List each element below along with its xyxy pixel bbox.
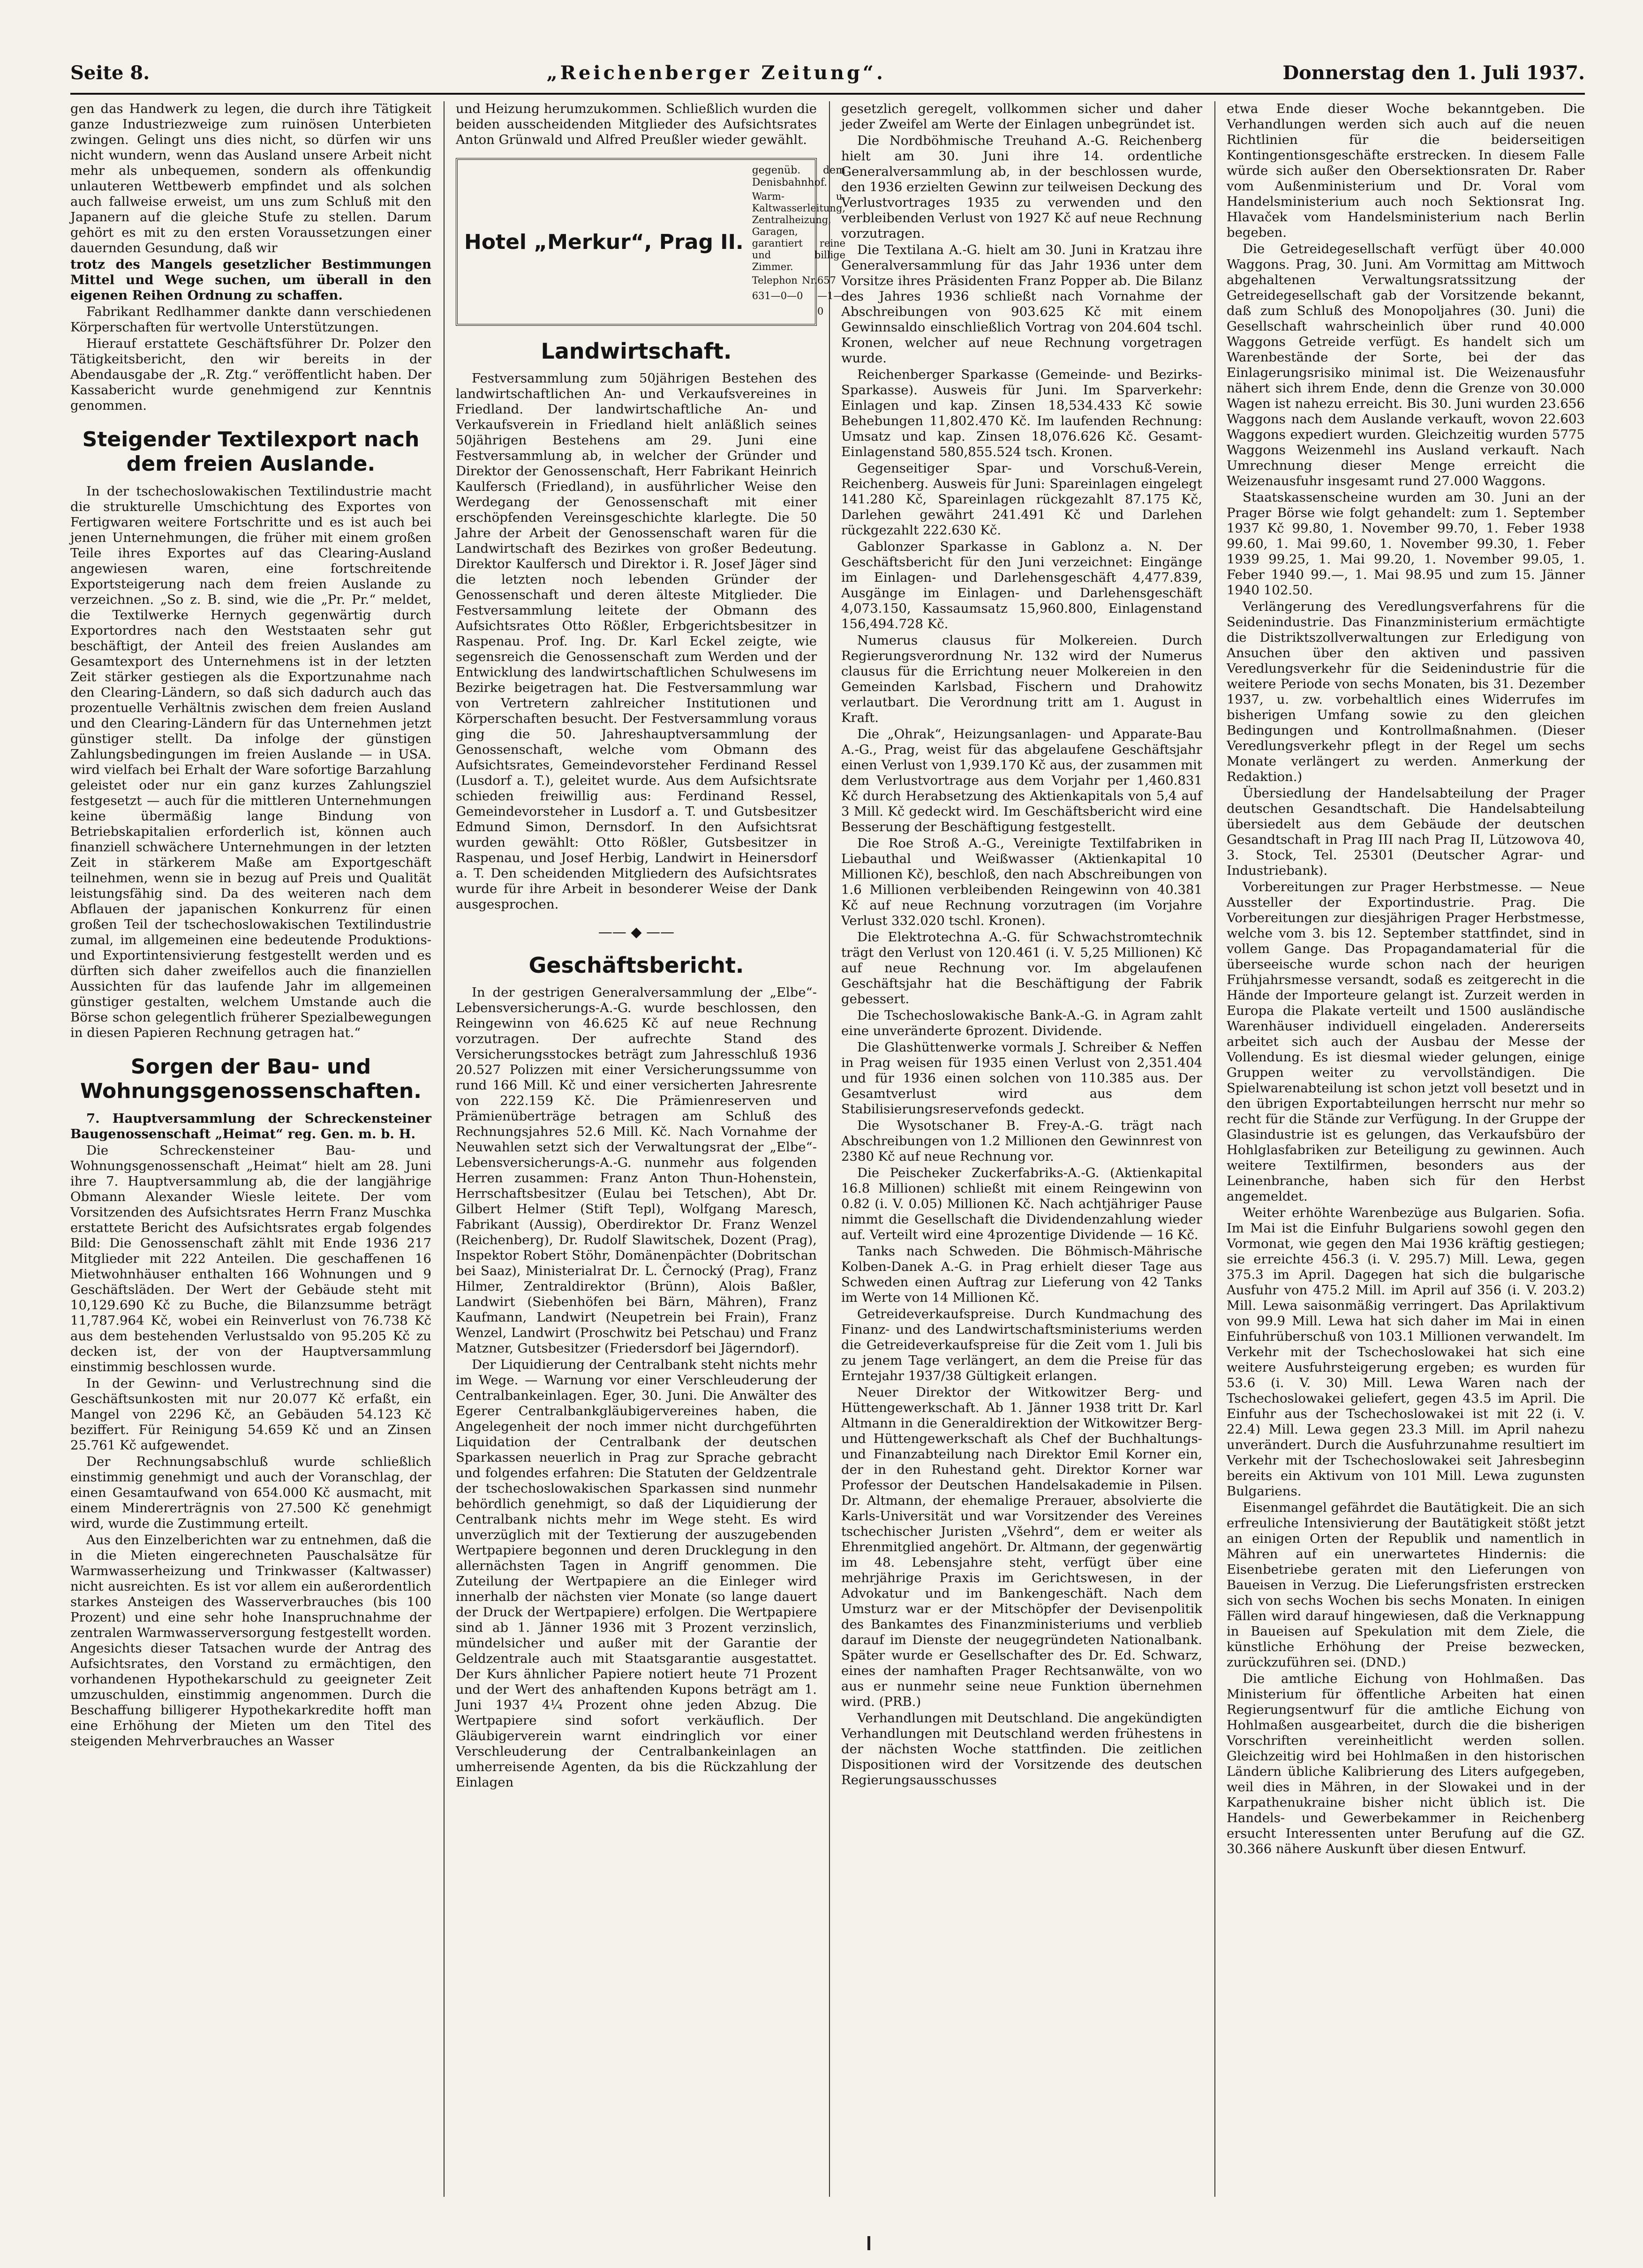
paragraph: Hierauf erstattete Geschäftsführer Dr. Polzer den Tätigkeitsbericht, den wir bereits in der Abendausgabe der „R. Ztg.“ veröffentlicht haben. Der Kassabericht wurde genehmigend zur Kenntnis genommen.: [70, 336, 431, 413]
paragraph: Gablonzer Sparkasse in Gablonz a. N. Der Geschäftsbericht für den Juni verzeichnet: Eingänge im Einlagen- und Darlehensgeschäft 4,477.839, Ausgänge im Einlagen- und Darlehensgeschäft 4,073.150, Kassaumsatz 15,960.800, Einlagenstand 156,494.728 Kč.: [841, 539, 1202, 631]
paragraph: Staatskassenscheine wurden am 30. Juni an der Prager Börse wie folgt gehandelt: zum 1. September 1937 Kč 99.80, 1. November 99.70, 1. Feber 1938 99.60, 1. Mai 99.60, 1. November 99.30, 1. Feber 1939 99.25, 1. Mai 99.20, 1. November 99.05, 1. Feber 1940 99.—, 1. Mai 98.95 und zum 15. Jänner 1940 102.50.: [1227, 490, 1585, 598]
columns: [70, 101, 1585, 2201]
article-headline: Steigender Textilexport nach dem freien Auslande.: [82, 428, 420, 476]
paragraph: In der gestrigen Generalversammlung der „Elbe“-Lebensversicherungs-A.-G. wurde beschlossen, den Reingewinn von 46.625 Kč auf neue Rechnung vorzutragen. Der aufrechte Stand des Versicherungsstockes beträgt zum Jahresschluß 1936 20.527 Polizzen mit einer Versicherungssumme von rund 166 Mill. Kč und einer versicherten Jahresrente von 222.159 Kč. Die Prämienreserven und Prämienüberträge betragen am Schluß des Rechnungsjahres 52.6 Mill. Kč. Nach Vornahme der Neuwahlen setzt sich der Verwaltungsrat der „Elbe“-Lebensversicherungs-A.-G. nunmehr aus folgenden Herren zusammen: Franz Anton Thun-Hohenstein, Herrschaftsbesitzer (Eulau bei Tetschen), Abt Dr. Gilbert Helmer (Stift Tepl), Wolfgang Maresch, Fabrikant (Aussig), Oberdirektor Dr. Franz Wenzel (Reichenberg), Dr. Rudolf Slawitschek, Dozent (Prag), Inspektor Robert Stöhr, Domänenpächter (Dobritschan bei Saaz), Ministerialrat Dr. L. Černocký (Prag), Franz Hilmer, Zentraldirektor (Brünn), Alois Baßler, Landwirt (Siebenhöfen bei Bärn, Mähren), Franz Kaufmann, Landwirt (Neupetrein bei Frain), Franz Wenzel, Landwirt (Proschwitz bei Petschau) und Franz Matzner, Gutsbesitzer (Friedersdorf bei Jägerndorf).: [456, 985, 817, 1356]
paragraph: In der Gewinn- und Verlustrechnung sind die Geschäftsunkosten mit nur 20.077 Kč erfaßt, ein Mangel von 2296 Kč, an Gebäuden 54.123 Kč beziffert. Für Reinigung 54.659 Kč und an Zinsen 25.761 Kč aufgewendet.: [70, 1376, 431, 1453]
newspaper-title: „Reichenberger Zeitung“.: [546, 61, 886, 84]
paragraph: Eisenmangel gefährdet die Bautätigkeit. Die an sich erfreuliche Intensivierung der Bautätigkeit stößt jetzt an einigen Orten der Republik und namentlich in Mähren auf ein unerwartetes Hindernis: die Eisenbetriebe geraten mit den Lieferungen von Baueisen in Verzug. Die Lieferungsfristen erstrecken sich von sechs Wochen bis sechs Monaten. In einigen Fällen wird darauf hingewiesen, daß die Verknappung in Baueisen auf Spekulation mit dem Ziele, die künstliche Erhöhung der Preise bezwecken, zurückzuführen sei. (DND.): [1227, 1500, 1585, 1670]
paragraph: Übersiedlung der Handelsabteilung der Prager deutschen Gesandtschaft. Die Handelsabteilung übersiedelt aus dem Gebäude der deutschen Gesandtschaft in Prag III nach Prag II, Lützowova 40, 3. Stock, Tel. 25301 (Deutscher Agrar- und Industriebank).: [1227, 786, 1585, 878]
ad-location: gegenüb. dem Denisbahnhof.: [752, 165, 846, 188]
column-divider: [829, 101, 830, 2197]
bold-paragraph: trotz des Mangels gesetzlicher Bestimmungen Mittel und Wege suchen, um überall in den eigenen Reihen Ordnung zu schaffen.: [70, 257, 431, 303]
subheadline: 7. Hauptversammlung der Schreckensteiner Baugenossenschaft „Heimat“ reg. Gen. m. b. H.: [70, 1111, 431, 1142]
paragraph: Gegenseitiger Spar- und Vorschuß-Verein, Reichenberg. Ausweis für Juni: Spareinlagen eingelegt 141.280 Kč, Spareinlagen rückgezahlt 87.175 Kč, Darlehen gewährt 241.491 Kč und Darlehen rückgezahlt 222.630 Kč.: [841, 461, 1202, 538]
paragraph: Die Nordböhmische Treuhand A.-G. Reichenberg hielt am 30. Juni ihre 14. ordentliche Generalversammlung ab, in der beschlossen wurde, den 1936 erzielten Gewinn zur teilweisen Deckung des Verlustvortrages 1935 zu verwenden und den verbleibenden Verlust von 1927 Kč auf neue Rechnung vorzutragen.: [841, 133, 1202, 241]
section-heading: Landwirtschaft.: [541, 338, 732, 364]
hotel-advertisement: [456, 158, 846, 326]
paragraph: Die Schreckensteiner Bau- und Wohnungsgenossenschaft „Heimat“ hielt am 28. Juni ihre 7. Hauptversammlung ab, die der langjährige Obmann Alexander Wiesle leitete. Der vom Vorsitzenden des Aufsichtsrates Herrn Franz Muschka erstattete Bericht des Aufsichtsrates ergab folgendes Bild: Die Genossenschaft zählt mit Ende 1936 217 Mitglieder mit 222 Anteilen. Die geschaffenen 16 Mietwohnhäuser enthalten 166 Wohnungen und 9 Geschäftsläden. Der Wert der Gebäude steht mit 10,129.690 Kč zu Buche, die Bilanzsumme beträgt 11,787.964 Kč, wobei ein Reinverlust von 76.738 Kč aus dem bestehenden Verlustsaldo von 95.205 Kč zu decken ist, der von der Hauptversammlung einstimmig beschlossen wurde.: [70, 1143, 431, 1374]
paragraph: gesetzlich geregelt, vollkommen sicher und daher jeder Zweifel am Werte der Einlagen unbegründet ist.: [841, 101, 1202, 132]
paragraph: Die „Ohrak“, Heizungsanlagen- und Apparate-Bau A.-G., Prag, weist für das abgelaufene Geschäftsjahr einen Verlust von 1,939.170 Kč aus, der zusammen mit dem Verlustvortrage aus dem Vorjahr per 1,460.831 Kč durch Herabsetzung des Aktienkapitals von 5,4 auf 3 Mill. Kč gedeckt wird. Im Geschäftsbericht wird eine Besserung der Beschäftigung festgestellt.: [841, 727, 1202, 834]
ad-code: 657—1—0: [817, 275, 844, 317]
column-divider: [1214, 101, 1215, 2197]
paragraph: Die amtliche Eichung von Hohlmaßen. Das Ministerium für öffentliche Arbeiten hat einen Regierungsentwurf für die amtliche Eichung von Hohlmaßen ausgearbeitet, durch die die bisherigen Vorschriften vereinheitlicht werden sollen. Gleichzeitig wird bei Hohlmaßen in den historischen Ländern übliche Kalibrierung des Liters aufgegeben, weil dies in Mähren, in der Slowakei und in der Karpathenukraine bisher nicht üblich ist. Die Handels- und Gewerbekammer in Reichenberg ersucht Interessenten unter Berufung auf die GZ. 30.366 nähere Auskunft über diesen Entwurf.: [1227, 1671, 1585, 1856]
paragraph: Aus den Einzelberichten war zu entnehmen, daß die in die Mieten eingerechneten Pauschalsätze für Warmwasserheizung und Trinkwasser (Kaltwasser) nicht ausreichten. Es ist vor allem ein außerordentlich starkes Ansteigen des Wasserverbrauches (bis 100 Prozent) und eine sehr hohe Inanspruchnahme der zentralen Warmwasserversorgung festgestellt worden. Angesichts dieser Tatsachen wurde der Antrag des Aufsichtsrates, den Vorstand zu ermächtigen, den vorhandenen Hypothekarschuld zu geeigneter Zeit umzuschulden, einstimmig angenommen. Durch die Beschaffung billigerer Hypothekarkredite hofft man eine Erhöhung der Mieten um den Titel des steigenden Mehrverbrauches an Wasser: [70, 1532, 431, 1749]
paragraph: Festversammlung zum 50jährigen Bestehen des landwirtschaftlichen An- und Verkaufsvereines in Friedland. Der landwirtschaftliche An- und Verkaufsverein in Friedland hielt anläßlich seines 50jährigen Bestehens am 29. Juni eine Festversammlung ab, in welcher der Gründer und Direktor der Genossenschaft, Herr Fabrikant Heinrich Kaulfersch (Friedland), in ausführlicher Weise den Werdegang der Genossenschaft mit einer erschöpfenden Vereinsgeschichte klarlegte. Die 50 Jahre der Arbeit der Genossenschaft waren für die Landwirtschaft des Bezirkes von großer Bedeutung. Direktor Kaulfersch und Direktor i. R. Josef Jäger sind die letzten noch lebenden Gründer der Genossenschaft und deren älteste Mitglieder. Die Festversammlung leitete der Obmann des Aufsichtsrates Otto Rößler, Erbgerichtsbesitzer in Raspenau. Prof. Ing. Dr. Karl Eckel zeigte, wie segensreich die Genossenschaft zum Werden und der Entwicklung des landwirtschaftlichen Schulwesens im Bezirke beigetragen hat. Die Festversammlung war von Vertretern zahlreicher Institutionen und Körperschaften besucht. Der Festversammlung voraus ging die 50. Jahreshauptversammlung der Genossenschaft, welche vom Obmann des Aufsichtsrates, Gemeindevorsteher Ferdinand Ressel (Lusdorf a. T.), geleitet wurde. Aus dem Aufsichtsrate schieden freiwillig aus: Ferdinand Ressel, Gemeindevorsteher in Lusdorf a. T. und Gutsbesitzer Edmund Simon, Dernsdorf. In den Aufsichtsrat wurden gewählt: Otto Rößler, Gutsbesitzer in Raspenau, und Josef Herbig, Landwirt in Heinersdorf a. T. Den scheidenden Mitgliedern des Aufsichtsrates wurde für ihre Arbeit in besonderer Weise der Dank ausgesprochen.: [456, 371, 817, 912]
paragraph: Verhandlungen mit Deutschland. Die angekündigten Verhandlungen mit Deutschland werden frühestens in der nächsten Woche stattfinden. Die zeitlichen Dispositionen wird der Vorsitzende des deutschen Regierungsausschusses: [841, 1711, 1202, 1787]
paragraph: Die Textilana A.-G. hielt am 30. Juni in Kratzau ihre Generalversammlung für das Jahr 1936 unter dem Vorsitze ihres Präsidenten Franz Popper ab. Die Bilanz des Jahres 1936 schließt nach Vornahme der Abschreibungen von 903.625 Kč mit einem Gewinnsaldo einschließlich Vortrag von 204.604 tschl. Kronen, welcher auf neue Rechnung vorgetragen wurde.: [841, 242, 1202, 366]
column-4: [1227, 101, 1585, 2201]
paragraph: Fabrikant Redlhammer dankte dann verschiedenen Körperschaften für wertvolle Unterstützungen.: [70, 304, 431, 335]
ad-hotel-name: Hotel „Merkur“, Prag II.: [464, 230, 744, 254]
paragraph: Die Tschechoslowakische Bank-A.-G. in Agram zahlt eine unveränderte 6prozent. Dividende.: [841, 1008, 1202, 1038]
column-2: [456, 101, 846, 2201]
ornament-divider: —— ◆ ——: [598, 924, 675, 940]
paragraph: Reichenberger Sparkasse (Gemeinde- und Bezirks-Sparkasse). Ausweis für Juni. Im Sparverkehr: Einlagen und kap. Zinsen 18,534.433 Kč sowie Behebungen 11,802.470 Kč. Im laufenden Rechnung: Umsatz und kap. Zinsen 18,076.626 Kč. Gesamt-Einlagenstand 580,855.524 tsch. Kronen.: [841, 367, 1202, 459]
paragraph: etwa Ende dieser Woche bekanntgeben. Die Verhandlungen werden sich auch auf die neuen Richtlinien für die beiderseitigen Kontingentionsgeschäfte erstrecken. In diesem Falle würde sich außer den Obersektionsraten Dr. Raber vom Außenministerium und Dr. Voral vom Handelsministerium auch noch Sektionsrat Ing. Hlavaček vom Handelsministerium nach Berlin begeben.: [1227, 101, 1585, 240]
column-3: [841, 101, 1202, 2201]
paragraph: Weiter erhöhte Warenbezüge aus Bulgarien. Sofia. Im Mai ist die Einfuhr Bulgariens sowohl gegen den Vormonat, wie gegen den Mai 1936 kräftig gestiegen; sie erreichte 456.3 (i. V. 295.7) Mill. Lewa, gegen 375.3 im April. Dagegen hat sich die bulgarische Ausfuhr von 475.2 Mill. im April auf 356 (i. V. 203.2) Mill. Lewa saisonmäßig verringert. Das Aprilaktivum von 99.9 Mill. Lewa hat sich daher im Mai in einen Einfuhrüberschuß von 103.1 Millionen verwandelt. Im Verkehr mit der Tschechoslowakei hat sich eine weitere Ausfuhrsteigerung ergeben; es wurden für 53.6 (i. V. 30) Mill. Lewa Waren nach der Tschechoslowakei geliefert, gegen 43.5 im April. Die Einfuhr aus der Tschechoslowakei ist mit 22 (i. V. 22.4) Mill. Lewa gegen 23.3 Mill. im April nahezu unverändert. Durch die Ausfuhrzunahme resultiert im Verkehr mit der Tschechoslowakei seit Jahresbeginn bereits ein Aktivum von 101 Mill. Lewa zugunsten Bulgariens.: [1227, 1205, 1585, 1499]
paragraph: Verlängerung des Veredlungsverfahrens für die Seidenindustrie. Das Finanzministerium ermächtigte die Distriktszollverwaltungen zur Erledigung von Ansuchen über den aktiven und passiven Veredlungsverkehr für die Seidenindustrie für die weitere Periode von sechs Monaten, bis 31. Dezember 1937, u. zw. vorbehaltlich eines Widerrufes im bisherigen Umfang sowie zu den gleichen Bedingungen und Kontrollmaßnahmen. (Dieser Veredlungsverkehr pflegt in der Regel um sechs Monate verlängert zu werden. Anmerkung der Redaktion.): [1227, 599, 1585, 784]
paragraph: Die Getreidegesellschaft verfügt über 40.000 Waggons. Prag, 30. Juni. Am Vormittag am Mittwoch abgehaltenen Verwaltungsratssitzung der Getreidegesellschaft gab der Vorsitzende bekannt, daß zum Schluß des Monopoljahres (30. Juni) die Gesellschaft wahrscheinlich über rund 40.000 Waggons Getreide verfügt. Es handelt sich um Warenbestände der Sorte, bei der das Einlagerungsrisiko minimal ist. Die Weizenausfuhr nähert sich ihrem Ende, denn die Grenze von 30.000 Wagen ist nahezu erreicht. Bis 30. Juni wurden 23.656 Waggons nach dem Auslande verkauft, wovon 22.603 Waggons expediert wurden. Gleichzeitig wurden 5775 Waggons Weizenmehl ins Ausland verkauft. Nach Umrechnung dieser Menge erreicht die Weizenausfuhr insgesamt rund 27.000 Waggons.: [1227, 241, 1585, 488]
paragraph: Tanks nach Schweden. Die Böhmisch-Mährische Kolben-Danek A.-G. in Prag erhielt dieser Tage aus Schweden einen Auftrag zur Lieferung von 42 Tanks im Werte von 14 Millionen Kč.: [841, 1244, 1202, 1305]
ad-text: Warm- u. Kaltwasserleitung, Zentralheizung, Garagen, garantiert reine und billige Zimmer.: [752, 191, 846, 272]
header-rule: [70, 93, 1585, 95]
page-mark: [867, 2236, 870, 2250]
paragraph: Neuer Direktor der Witkowitzer Berg- und Hüttengewerkschaft. Ab 1. Jänner 1938 tritt Dr. Karl Altmann in die Generaldirektion der Witkowitzer Berg- und Hüttengewerkschaft als Chef der Buchhaltungs- und Finanzabteilung nach Direktor Emil Korner ein, der in den Ruhestand geht. Direktor Korner war Professor der Deutschen Handelsakademie in Pilsen. Dr. Altmann, der ehemalige Prerauer, absolvierte die Karls-Universität und war Vorsitzender des Vereines tschechischer Juristen „Všehrd“, dem er weiter als Ehrenmitglied angehört. Dr. Altmann, der gegenwärtig im 48. Lebensjahre steht, verfügt über eine mehrjährige Praxis im Gerichtswesen, in der Advokatur und im Bankengeschäft. Nach dem Umsturz war er der Mitschöpfer der Devisenpolitik des Bankamtes des Finanzministeriums und verblieb darauf im Dienste der neugegründeten Nationalbank. Später wurde er Gesellschafter des Dr. Ed. Schwarz, eines der namhaften Prager Rechtsanwälte, von wo aus er nunmehr seine neue Funktion übernehmen wird. (PRB.): [841, 1385, 1202, 1709]
paragraph: Vorbereitungen zur Prager Herbstmesse. — Neue Aussteller der Exportindustrie. Prag. Die Vorbereitungen zur diesjährigen Prager Herbstmesse, welche vom 3. bis 12. September stattfindet, sind in vollem Gange. Das Propagandamaterial für die überseeische wurde schon nach der heurigen Frühjahrsmesse versandt, sodaß es zeitgerecht in die Hände der Importeure gelangt ist. Zurzeit werden in Europa die Plakate verteilt und 1500 ausländische Warenhäuser individuell eingeladen. Andererseits arbeitet sich auch der Ausbau der Messe der Vollendung. Es ist diesmal wieder gelungen, einige Gruppen weiter zu vervollständigen. Die Spielwarenabteilung ist schon jetzt voll besetzt und in den übrigen Exportabteilungen herrscht nur mehr so recht für die Stände zur Verfügung. In der Gruppe der Glasindustrie ist es gelungen, das Verkaufsbüro der Hohlglasfabriken zur Beteiligung zu gewinnen. Auch weitere Textilfirmen, besonders aus der Leinenbranche, haben sich für den Herbst angemeldet.: [1227, 879, 1585, 1204]
paragraph: Numerus clausus für Molkereien. Durch Regierungsverordnung Nr. 132 wird der Numerus clausus für die Errichtung neuer Molkereien in den Gemeinden Karlsbad, Fischern und Drahowitz verlautbart. Die Verordnung tritt am 1. August in Kraft.: [841, 633, 1202, 725]
paragraph: Die Glashüttenwerke vormals J. Schreiber & Neffen in Prag weisen für 1935 einen Verlust von 2,351.404 und für 1936 einen solchen von 110.385 aus. Der Gesamtverlust wird aus dem Stabilisierungsreservefonds gedeckt.: [841, 1040, 1202, 1117]
page-header: [70, 56, 1585, 89]
paragraph: gen das Handwerk zu legen, die durch ihre Tätigkeit ganze Industriezweige zum ruinösen Unterbieten zwingen. Gelingt uns dies nicht, so dürfen wir uns nicht wundern, wenn das Ausland unsere Arbeit nicht mehr als unbequemen, sondern als offenkundig unlauteren Wettbewerb empfindet und als solchen auch fallweise erweist, um uns zum Schluß mit den Japanern auf die gleiche Stufe zu stellen. Darum gehört es mit zu den ersten Voraussetzungen einer dauernden Gesundung, daß wir: [70, 101, 431, 255]
paragraph: Die Peischeker Zuckerfabriks-A.-G. (Aktienkapital 16.8 Millionen) schließt mit einem Reingewinn von 0.82 (i. V. 0.05) Millionen Kč. Nach achtjähriger Pause nimmt die Gesellschaft die Dividendenzahlung wieder auf. Verteilt wird eine 4prozentige Dividende — 16 Kč.: [841, 1165, 1202, 1242]
paragraph: und Heizung herumzukommen. Schließlich wurden die beiden ausscheidenden Mitglieder des Aufsichtsrates Anton Grünwald und Alfred Preußler wieder gewählt.: [456, 101, 817, 147]
paragraph: Die Elektrotechna A.-G. für Schwachstromtechnik trägt den Verlust von 120.461 (i. V. 5,25 Millionen) Kč auf neue Rechnung vor. Im abgelaufenen Geschäftsjahr hat die Beschäftigung der Fabrik gebessert.: [841, 930, 1202, 1006]
paragraph: Die Roe Stroß A.-G., Vereinigte Textilfabriken in Liebauthal und Weißwasser (Aktienkapital 10 Millionen Kč), beschloß, den nach Abschreibungen von 1.6 Millionen verbleibenden Reingewinn von 40.381 Kč auf neue Rechnung vorzutragen (im Vorjahre Verlust 332.020 tschl. Kronen).: [841, 836, 1202, 928]
column-divider: [444, 101, 445, 2197]
issue-date: Donnerstag den 1. Juli 1937.: [1282, 61, 1585, 84]
newspaper-page: [70, 56, 1585, 2222]
page-number: Seite 8.: [70, 61, 150, 84]
paragraph: In der tschechoslowakischen Textilindustrie macht die strukturelle Umschichtung des Exportes von Fertigwaren weitere Fortschritte und es ist auch bei jenen Unternehmungen, die früher mit einem großen Teile ihres Exportes auf das Clearing-Ausland angewiesen waren, eine fortschreitende Exportsteigerung nach dem freien Auslande zu verzeichnen. „So z. B. sind, wie die „Pr. Pr.“ meldet, die Textilwerke Hernych gegenwärtig durch Exportordres nach den Weststaaten sehr gut beschäftigt, der Anteil des freien Auslandes am Gesamtexport des Unternehmens ist in der letzten Zeit stärker gestiegen als die Exportzunahme nach den Clearing-Ländern, so daß sich dadurch auch das prozentuelle Verhältnis zwischen dem freien Ausland und den Clearing-Ländern für das Unternehmen jetzt günstiger stellt. Da infolge der günstigen Zahlungsbedingungen im freien Auslande — in USA. wird vielfach bei Erhalt der Ware sofortige Barzahlung geleistet oder nur ein ganz kurzes Zahlungsziel festgesetzt — auch für die mittleren Unternehmungen keine übermäßig lange Bindung von Betriebskapitalien erforderlich ist, können auch finanziell schwächere Unternehmungen in der letzten Zeit in stärkerem Maße am Exportgeschäft teilnehmen, wenn sie in bezug auf Preis und Qualität leistungsfähig sind. Da des weiteren nach dem Abflauen der japanischen Konkurrenz für einen großen Teil der tschechoslowakischen Textilindustrie zumal, im allgemeinen eine bedeutende Produktions- und Exportintensivierung festgestellt werden und es dürften sich daher zweifellos auch die finanziellen Aussichten für das laufende Jahr im allgemeinen günstiger gestalten, welchem Umstande auch die Börse schon gelegentlich früherer Spezialbewegungen in diesen Papieren Rechnung getragen hat.“: [70, 484, 431, 1040]
article-headline: Sorgen der Bau- und Wohnungsgenossenschaften.: [80, 1055, 422, 1103]
column-1: [70, 101, 431, 2201]
paragraph: Getreideverkaufspreise. Durch Kundmachung des Finanz- und des Landwirtschaftsministeriums werden die Getreideverkaufspreise für die Zeit vom 1. Juli bis zu jenem Tage verlängert, an dem die Preise für das Erntejahr 1937/38 Gültigkeit erlangen.: [841, 1307, 1202, 1383]
section-heading: Geschäftsbericht.: [528, 953, 744, 978]
ad-phone: Telephon Nr. 631—0—0: [752, 275, 817, 301]
paragraph: Der Rechnungsabschluß wurde schließlich einstimmig genehmigt und auch der Voranschlag, der einen Gesamtaufwand von 654.000 Kč ausmacht, mit einem Mindererträgnis von 27.500 Kč genehmigt wird, wurde die Zustimmung erteilt.: [70, 1454, 431, 1531]
paragraph: Die Wysotschaner B. Frey-A.-G. trägt nach Abschreibungen von 1.2 Millionen den Gewinnrest von 2380 Kč auf neue Rechnung vor.: [841, 1118, 1202, 1164]
paragraph: Der Liquidierung der Centralbank steht nichts mehr im Wege. — Warnung vor einer Verschleuderung der Centralbankeinlagen. Eger, 30. Juni. Die Anwälter des Egerer Centralbankgläubigervereines haben, die Angelegenheit der noch immer nicht durchgeführten Liquidation der Centralbank der deutschen Sparkassen neuerlich in Prag zur Sprache gebracht und folgendes erfahren: Die Statuten der Geldzentrale der tschechoslowakischen Sparkassen sind nunmehr behördlich genehmigt, so daß der Liquidierung der Centralbank nichts mehr im Wege steht. Es wird unverzüglich mit der Textierung der auszugebenden Wertpapiere begonnen und deren Drucklegung in den allernächsten Tagen in Angriff genommen. Die Zuteilung der Wertpapiere an die Einleger wird innerhalb der nächsten vier Monate (so lange dauert der Druck der Wertpapiere) erfolgen. Die Wertpapiere sind ab 1. Jänner 1936 mit 3 Prozent verzinslich, mündelsicher und außer mit der Garantie der Geldzentrale auch mit Staatsgarantie ausgestattet. Der Kurs ähnlicher Papiere notiert heute 71 Prozent und der Wert des anhaftenden Kupons beträgt am 1. Juni 1937 4¼ Prozent ohne jeden Abzug. Die Wertpapiere sind sofort verkäuflich. Der Gläubigerverein warnt eindringlich vor einer Verschleuderung der Centralbankeinlagen an umherreisende Agenten, da bis die Rückzahlung der Einlagen: [456, 1357, 817, 1790]
